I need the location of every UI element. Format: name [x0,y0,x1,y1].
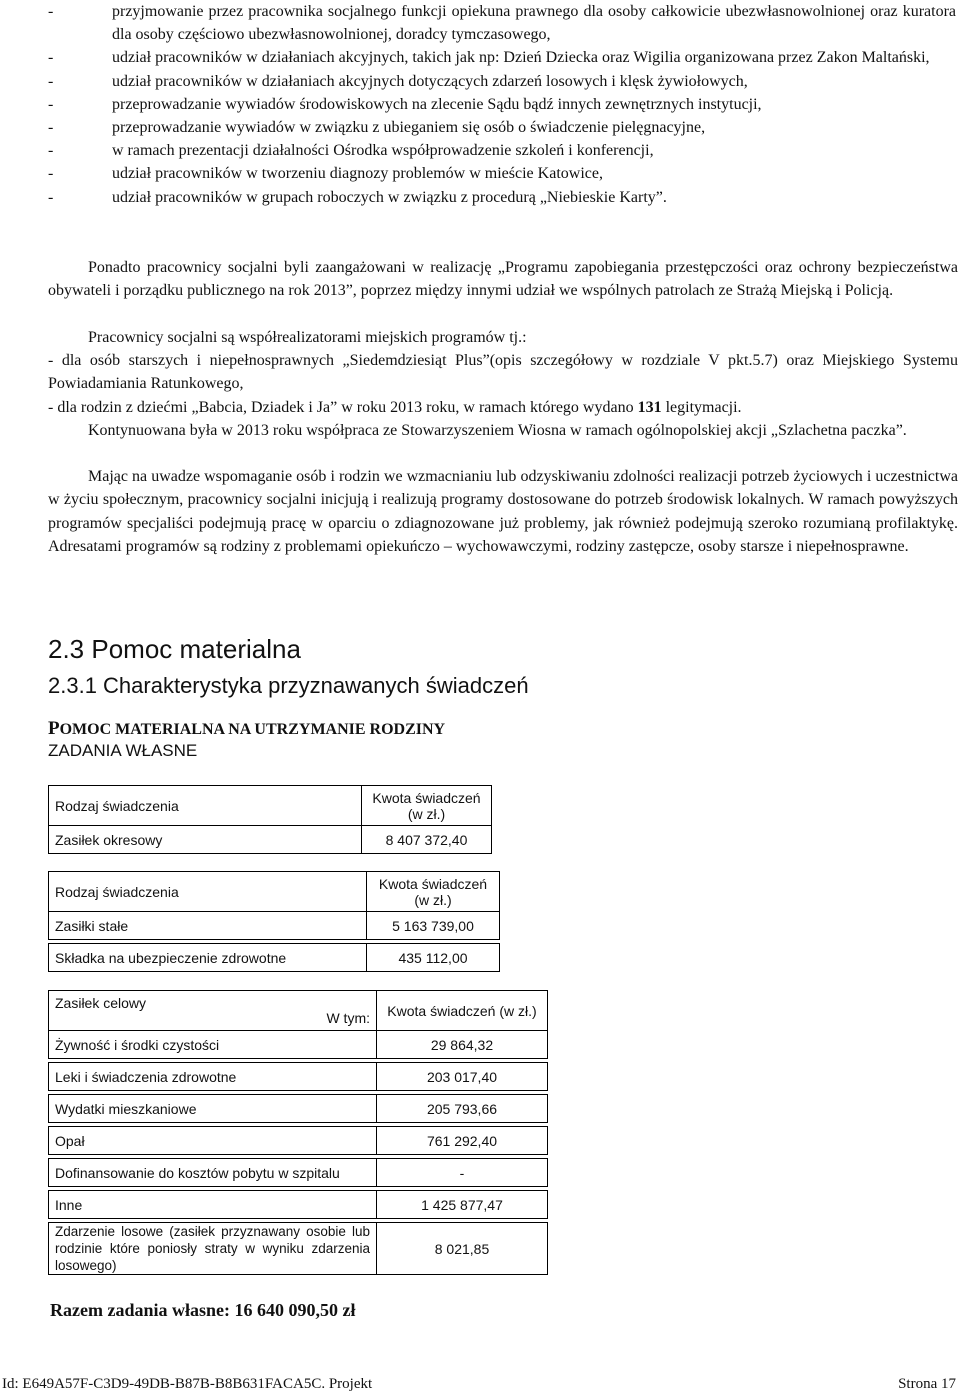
list-item-text: udział pracowników w tworzeniu diagnozy problemów w mieście Katowice, [112,165,603,183]
row-label: Składka na ubezpieczenie zdrowotne [49,944,367,972]
list-item-text: w ramach prezentacji działalności Ośrodka współprowadzenie szkoleń i konferencji, [112,142,654,160]
total-own-tasks: Razem zadania własne: 16 640 090,50 zł [50,1300,356,1320]
legitimacy-count: 131 [637,399,662,416]
table-row [49,826,492,854]
list-item: - udział pracowników w działaniach akcyjnych dotyczących zdarzeń losowych i klęsk żywiołowych, [48,70,956,93]
row-value: - [377,1159,548,1187]
in-which-label: W tym: [326,1010,370,1026]
caps-heading: POMOC MATERIALNA NA UTRZYMANIE RODZINY [48,718,446,739]
row-label: Opał [49,1127,377,1155]
row-value: 1 425 877,47 [377,1191,548,1219]
paragraph-text: Ponadto pracownicy socjalni byli zaangażowani w realizację „Programu zapobiegania przestępczości oraz ochrony bezpieczeństwa obywateli i porządku publicznego na rok 2013”, poprzez między innymi udział we wspólnych patrolach ze Strażą Miejską i Policją. [48,259,958,300]
benefit-table-purpose [48,990,548,1275]
paragraph-cooperation [48,419,958,442]
benefit-table-permanent [48,871,500,972]
column-header: Kwota świadczeń (w zł.) [367,872,500,912]
list-item-text: przyjmowanie przez pracownika socjalnego funkcji opiekuna prawnego dla osoby całkowicie ubezwłasnowolnionej oraz kuratora dla osoby częściowo ubezwłasnowolnionej, doradcy tymczasowego, [112,3,956,44]
paragraph-support [48,465,958,558]
bullet-list [48,0,956,209]
table-header-row [49,872,500,912]
row-label: Żywność i środki czystości [49,1031,377,1059]
paragraph-seniors [48,349,958,396]
row-label: Leki i świadczenia zdrowotne [49,1063,377,1091]
list-item: - przyjmowanie przez pracownika socjalnego funkcji opiekuna prawnego dla osoby całkowicie ubezwłasnowolnionej oraz kuratora dla osoby częściowo ubezwłasnowolnionej, doradcy tymczasowego, [48,0,956,46]
list-item: - przeprowadzanie wywiadów środowiskowych na zlecenie Sądu bądź innych zewnętrznych instytucji, [48,93,956,116]
benefit-table-periodic [48,785,492,854]
table-row [49,1159,548,1187]
row-value: 8 407 372,40 [362,826,492,854]
paragraph-text: Pracownicy socjalni są współrealizatorami miejskich programów tj.: [88,329,527,346]
column-header: Rodzaj świadczenia [49,786,362,826]
paragraph-program [48,256,958,303]
table-row [49,1095,548,1123]
table-row [49,1063,548,1091]
paragraph-programs-intro [48,326,958,349]
list-item: - w ramach prezentacji działalności Ośrodka współprowadzenie szkoleń i konferencji, [48,139,956,162]
table-row [49,944,500,972]
table-header-row [49,786,492,826]
row-value: 205 793,66 [377,1095,548,1123]
column-header: Kwota świadczeń (w zł.) [377,991,548,1031]
list-item: - udział pracowników w grupach roboczych w związku z procedurą „Niebieskie Karty”. [48,186,956,209]
row-label: Wydatki mieszkaniowe [49,1095,377,1123]
list-item: - przeprowadzanie wywiadów w związku z ubieganiem się osób o świadczenie pielęgnacyjne, [48,116,956,139]
table-row [49,912,500,940]
row-label: Zasiłek okresowy [49,826,362,854]
subsection-heading: 2.3.1 Charakterystyka przyznawanych świadczeń [48,673,529,698]
row-value: 29 864,32 [377,1031,548,1059]
column-header: Rodzaj świadczenia [49,872,367,912]
table-row [49,1127,548,1155]
list-item-text: udział pracowników w grupach roboczych w związku z procedurą „Niebieskie Karty”. [112,188,667,206]
row-value: 8 021,85 [377,1223,548,1275]
column-header: Kwota świadczeń (w zł.) [362,786,492,826]
page-number: Strona 17 [898,1376,956,1392]
row-label: Zasiłki stałe [49,912,367,940]
list-item-text: udział pracowników w działaniach akcyjnych dotyczących zdarzeń losowych i klęsk żywiołowych, [112,72,748,90]
list-item-text: przeprowadzanie wywiadów środowiskowych na zlecenie Sądu bądź innych zewnętrznych instytucji, [112,95,762,113]
paragraph-text: - dla rodzin z dziećmi „Babcia, Dziadek i Ja” w roku 2013 roku, w ramach którego wydano [48,399,638,416]
list-item-text: przeprowadzanie wywiadów w związku z ubieganiem się osób o świadczenie pielęgnacyjne, [112,119,706,137]
paragraph-text: Kontynuowana była w 2013 roku współpraca ze Stowarzyszeniem Wiosna w ramach ogólnopolskiej akcji „Szlachetna paczka”. [88,422,907,439]
list-item: - udział pracowników w działaniach akcyjnych, takich jak np: Dzień Dziecka oraz Wigilia organizowana przez Zakon Maltański, [48,46,956,69]
table-header-row [49,991,548,1031]
paragraph-text: legitymacji. [661,399,742,416]
paragraph-families [48,396,958,419]
table-row [49,1191,548,1219]
row-label: Dofinansowanie do kosztów pobytu w szpitalu [49,1159,377,1187]
row-value: 761 292,40 [377,1127,548,1155]
table-row [49,1031,548,1059]
row-value: 203 017,40 [377,1063,548,1091]
document-id: Id: E649A57F-C3D9-49DB-B87B-B8B631FACA5C. Projekt [2,1376,373,1392]
column-header: Zasiłek celowy W tym: [49,991,377,1031]
row-value: 435 112,00 [367,944,500,972]
section-heading: 2.3 Pomoc materialna [48,634,301,664]
row-value: 5 163 739,00 [367,912,500,940]
paragraph-text: Mając na uwadze wspomaganie osób i rodzin we wzmacnianiu lub odzyskiwaniu zdolności realizacji potrzeb życiowych i uczestnictwa w życiu społecznym, pracownicy socjalni inicjują i realizują programy dostosowane do potrzeb środowisk lokalnych. W ramach powyższych programów specjaliści podejmują pracę w oparciu o zdiagnozowane już problemy, jak również podejmują szeroko rozumianą profilaktykę. Adresatami programów są rodziny z problemami opiekuńczo – wychowawczymi, rodziny zastępcze, osoby starsze i niepełnosprawne. [48,468,958,555]
row-label: Inne [49,1191,377,1219]
table-row [49,1223,548,1275]
paragraph-text: - dla osób starszych i niepełnosprawnych „Siedemdziesiąt Plus”(opis szczegółowy w rozdziale V pkt.5.7) oraz Miejskiego Systemu Powiadamiania Ratunkowego, [48,352,958,393]
list-item-text: udział pracowników w działaniach akcyjnych, takich jak np: Dzień Dziecka oraz Wigilia organizowana przez Zakon Maltański, [112,49,930,67]
list-item: - udział pracowników w tworzeniu diagnozy problemów w mieście Katowice, [48,162,956,185]
own-tasks-label: ZADANIA WŁASNE [48,741,198,760]
row-label: Zdarzenie losowe (zasiłek przyznawany osobie lub rodzinie które poniosły straty w wyniku zdarzenia losowego) [49,1223,377,1275]
